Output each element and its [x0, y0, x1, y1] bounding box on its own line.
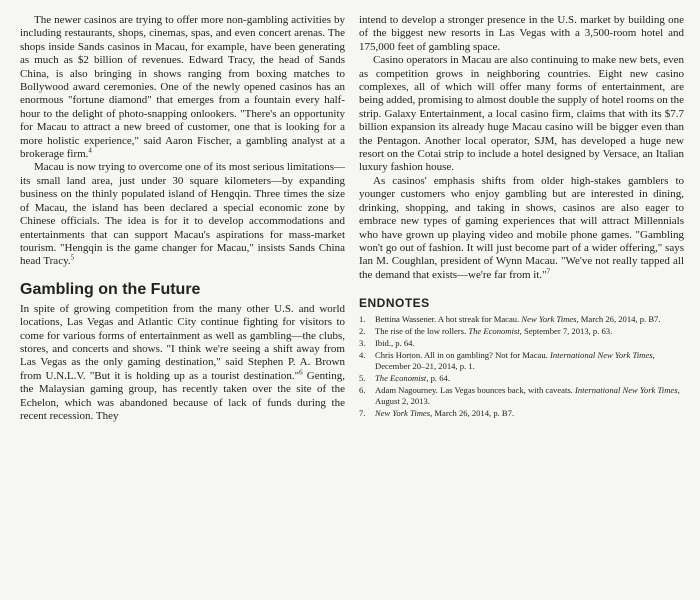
endnote-title: Ibid., p. 64.	[375, 338, 415, 349]
endnote-text	[375, 338, 684, 349]
endnote-item	[359, 408, 684, 419]
endnote-item	[359, 338, 684, 349]
endnote-details: , September 7, 2013, p. 63.	[519, 326, 613, 337]
endnote-number: 3.	[359, 338, 366, 349]
endnote-number: 7.	[359, 408, 366, 419]
paragraph-macau-bets: Casino operators in Macau are also continuing to make new bets, even as competition grows in neighboring countries. Eight new casino complexes, all of which will offer many forms of entertainment, are being added, promising to almost double the supply of hotel rooms on the strip. Galaxy Entertainment, a local casino firm, claims that with its $7.7 billion expansion its already huge Macau casino will be bigger even than the Pentagon. Another local operator, SJM, has developed a huge new resort on the Cotai strip to include a hotel designed by Versace, an Italian luxury fashion house.	[359, 54, 684, 174]
right-column	[359, 14, 684, 600]
endnotes-heading: ENDNOTES	[359, 296, 430, 311]
endnote-item	[359, 314, 684, 325]
endnote-text	[375, 385, 684, 407]
endnote-number: 4.	[359, 350, 366, 361]
footnote-ref: 6	[299, 368, 303, 377]
paragraph-non-gambling: The newer casinos are trying to offer more non-gambling activities by including restaurants, shops, cinemas, spas, and even concert arenas. The shops inside Sands casinos in Macau, for example, have been generating as much as $2 billion of revenues. Edward Tracy, the head of Sands China, is also bringing in shows ranging from boxing matches to Bollywood award ceremonies. One of the newly opened casinos has an enormous "fortune diamond" that emerges from a fountain every half-hour to the delight of photo-snapping onlookers. "There's an opportunity for Macau to attract a new breed of customer, one that is looking for a more holistic experience," said Aaron Fischer, a gambling analyst at a brokerage firm.$^4$	[20, 14, 345, 161]
endnote-title: Adam Nagourney. Las Vegas bounces back, with caveats.	[375, 385, 575, 396]
paragraph-millennials: As casinos' emphasis shifts from older high-stakes gamblers to younger customers who enjoy gambling but are interested in dining, drinking, shopping, and taking in shows, casinos are also eager to embrace new types of gaming experiences that will attract Millennials who have grown up playing video and mobile phone games. "Gambling won't go out of fashion. It will just become part of a wider offering," says Ian M. Coughlan, president of Wynn Macau. "We've not really tapped all the demand that exists—we're far from it."$^7$	[359, 174, 684, 281]
endnote-source: International New York Times	[574, 385, 678, 396]
footnote-ref: 4	[88, 146, 92, 155]
endnote-source: International New York Times	[549, 350, 653, 361]
endnotes-list	[359, 314, 684, 419]
endnote-details: , August 2, 2013.	[375, 385, 680, 407]
endnote-number: 1.	[359, 314, 366, 325]
paragraph-continued: intend to develop a stronger presence in the U.S. market by building one of the biggest new resorts in Las Vegas with a 3,500-room hotel and 175,000 feet of gambling space.	[359, 14, 684, 53]
endnote-text	[375, 326, 684, 337]
endnote-details: , p. 64.	[426, 373, 450, 384]
endnote-text	[375, 373, 684, 384]
endnote-details: , March 26, 2014, p. B7.	[576, 314, 661, 325]
endnote-title: Bettina Wassener. A hot streak for Macau.	[375, 314, 522, 325]
endnote-title: The rise of the low rollers.	[375, 326, 469, 337]
footnote-ref: 5	[70, 253, 75, 262]
endnote-number: 5.	[359, 373, 366, 384]
endnote-text	[375, 350, 684, 372]
section-heading: Gambling on the Future	[20, 280, 201, 298]
endnote-details: , March 26, 2014, p. B7.	[430, 408, 515, 419]
paragraph-hengqin: Macau is now trying to overcome one of its most serious limitations—its small land area, just under 30 square kilometers—by expanding business on the thinly populated island of Hengqin. Three times the size of Macau, the island has been declared a special economic zone by Chinese officials. The idea is for it to develop accommodations and entertainments that can support Macau's aspirations for mass-market tourism. "Hengqin is the game changer for Macau," insists Sands China head Tracy.$^5$	[20, 161, 345, 268]
endnote-source: The Economist	[468, 326, 520, 337]
endnote-item	[359, 385, 684, 407]
endnote-item	[359, 326, 684, 337]
endnote-details: , December 20–21, 2014, p. 1.	[375, 350, 655, 372]
left-column	[20, 14, 345, 600]
endnote-title: Chris Horton. All in on gambling? Not for Macau.	[375, 350, 550, 361]
endnote-item	[359, 373, 684, 384]
endnote-source: New York Times	[375, 408, 431, 419]
endnote-source: New York Times	[521, 314, 577, 325]
endnote-source: The Economist	[375, 373, 427, 384]
endnote-text	[375, 314, 684, 325]
paragraph-future: In spite of growing competition from the many other U.S. and world locations, Las Vegas and Atlantic City continue fighting for visitors to come for various forms of entertainment as well as gambling—the clubs, stores, and concerts and shows. "I think we're seeing a shift away from Las Vegas as the only gaming destination," said Stephen P. A. Brown from U.N.L.V. "But it is holding up as a tourist destination."$^6$ Genting, the Malaysian gaming group, has recently taken over the site of the Echelon, which was abandoned because of lack of funds during the recent recession. They	[20, 302, 345, 422]
endnote-number: 2.	[359, 326, 366, 337]
footnote-ref: 7	[546, 267, 551, 276]
endnote-text	[375, 408, 684, 419]
endnote-item	[359, 350, 684, 372]
endnote-number: 6.	[359, 385, 366, 396]
